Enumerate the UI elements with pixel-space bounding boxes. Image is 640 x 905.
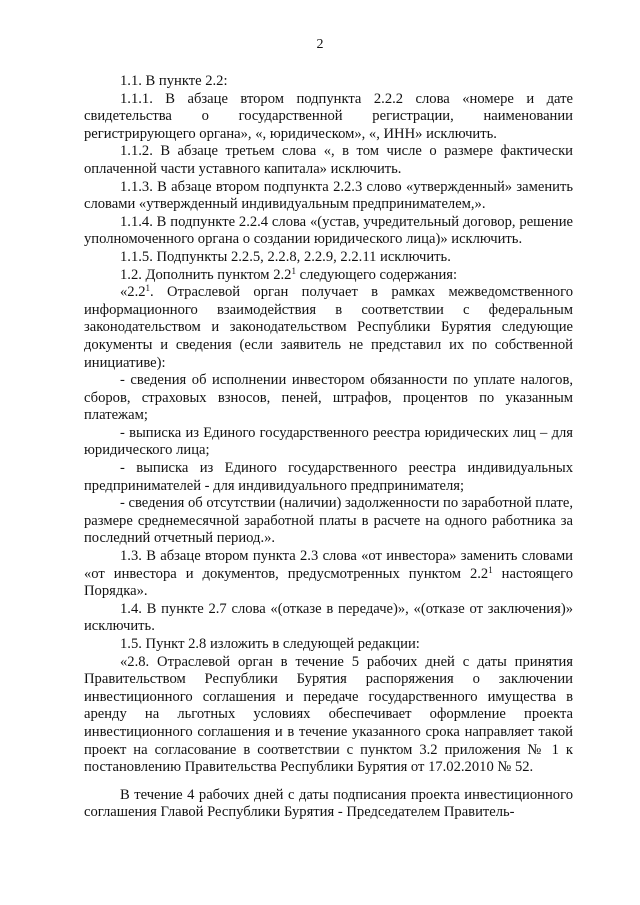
page-number: 2 [316,37,324,52]
paragraph: 1.2. Дополнить пунктом $2.2^1$ следующего содержания: [120,265,458,283]
paragraph: - выписка из Единого государственного реестра индивидуальных предпринимателей - для индивидуального предпринимателя; [84,460,573,494]
paragraph: 1.4. В пункте 2.7 слова «(отказе в передаче)», «(отказе от заключения)» исключить. [84,600,573,635]
paragraph: «$2.2^1$. Отраслевой орган получает в рамках межведомственного информационного взаимодействия в соответствии с федеральным законодательством и законодательством Республики Бурятия следующие документы и сведения (если заявитель не представил их по собственной инициативе): [84,283,573,371]
paragraph: В течение 4 рабочих дней с даты подписания проекта инвестиционного соглашения Главой Республики Бурятия - Председателем Правитель- [84,786,573,821]
paragraph: 1.1.1. В абзаце втором подпункта 2.2.2 слова «номере и дате свидетельства о государственной регистрации, наименовании регистрирующего органа», «, юридическом», «, ИНН» исключить. [84,90,573,142]
paragraph: «2.8. Отраслевой орган в течение 5 рабочих дней с даты принятия Правительством Республики Бурятия распоряжения о заключении инвестиционного соглашения и передаче государственного имущества в аренду на льготных условиях обеспечивает оформление проекта инвестиционного соглашения и в течение указанного срока направляет такой проект на согласование в соответствии с пунктом 3.2 приложения № 1 к постановлению Правительства Республики Бурятия от 17.02.2010 № 52. [84,653,573,776]
paragraph: - выписка из Единого государственного реестра юридических лиц – для юридического лица; [84,424,573,459]
paragraph: - сведения об отсутствии (наличии) задолженности по заработной плате, размере среднемесячной заработной платы в расчете на одного работника за последний отчетный период.». [84,495,573,547]
paragraph: - сведения об исполнении инвестором обязанности по уплате налогов, сборов, страховых взносов, пеней, штрафов, процентов по указанным платежам; [84,372,573,424]
paragraph: 1.1.2. В абзаце третьем слова «, в том числе о размере фактически оплаченной части уставного капитала» исключить. [84,143,573,177]
paragraph: 1.1.4. В подпункте 2.2.4 слова «(устав, учредительный договор, решение уполномоченного органа о создании юридического лица)» исключить. [84,213,573,248]
superscript: 1 [145,283,151,294]
paragraph: 1.1.5. Подпункты 2.2.5, 2.2.8, 2.2.9, 2.2.11 исключить. [120,248,451,265]
paragraph: 1.1.3. В абзаце втором подпункта 2.2.3 слово «утвержденный» заменить словами «утвержденный индивидуальным предпринимателем,». [84,178,573,213]
paragraph: 1.5. Пункт 2.8 изложить в следующей редакции: [120,636,420,652]
document-body [84,73,573,822]
paragraph: 1.3. В абзаце втором пункта 2.3 слова «от инвестора» заменить словами «от инвестора и документов, предусмотренных пунктом $2.2^1$ настоящего Порядка». [84,548,573,600]
superscript: 1 [488,564,493,575]
paragraph: 1.1. В пункте 2.2: [120,73,228,89]
superscript: 1 [291,265,296,276]
